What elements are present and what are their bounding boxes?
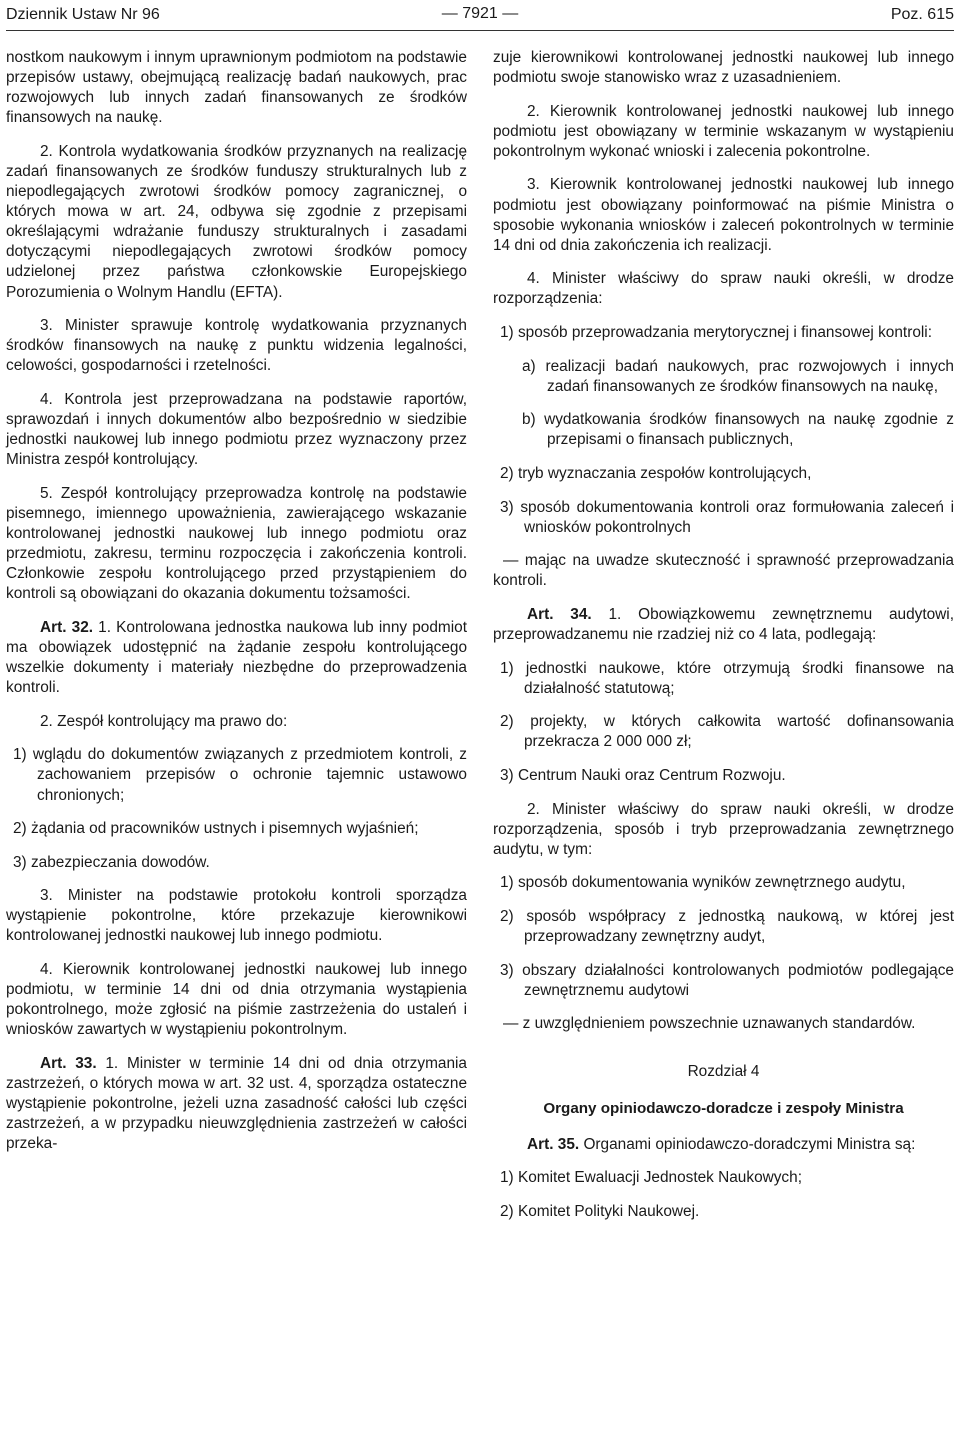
list-item: 3) obszary działalności kontrolowanych podmiotów podlegające zewnętrznemu audytowi: [500, 961, 954, 999]
right-column: [493, 48, 954, 1235]
list-item: 3) zabezpieczania dowodów.: [13, 853, 210, 871]
article-label: Art. 33.: [40, 1054, 97, 1072]
paragraph: 2. Kierownik kontrolowanej jednostki naukowej lub innego podmiotu jest obowiązany w terminie wskazanym w wystąpieniu pokontrolnym wykonać wnioski i zalecenia pokontrolne.: [493, 102, 954, 160]
list-item: 2) tryb wyznaczania zespołów kontrolujących,: [500, 465, 812, 482]
dash-clause: — z uwzględnieniem powszechnie uznawanych standardów.: [503, 1015, 916, 1033]
article-32: [6, 618, 467, 698]
paragraph: 4. Minister właściwy do spraw nauki określi, w drodze rozporządzenia:: [493, 270, 954, 308]
article-33: [6, 1054, 467, 1154]
list-item: 1) sposób dokumentowania wyników zewnętrznego audytu,: [500, 874, 906, 892]
paragraph: 3. Kierownik kontrolowanej jednostki naukowej lub innego podmiotu jest obowiązany poinformować na piśmie Ministra o sposobie wykonania wniosków i zaleceń pokontrolnych w terminie 14 dni od dnia zakończenia ich realizacji.: [493, 176, 954, 254]
paragraph: 5. Zespół kontrolujący przeprowadza kontrolę na podstawie pisemnego, imiennego upoważnienia, zawierającego wskazanie kontrolowanej jednostki naukowej lub innego podmiotu oraz przedmiotu, zakresu, terminu rozpoczęcia i zakończenia kontroli. Członkowie zespołu kontrolującego przed przystąpieniem do kontroli są obowiązani do okazania dokumentu tożsamości.: [6, 484, 467, 603]
paragraph: zuje kierownikowi kontrolowanej jednostki naukowej lub innego podmiotu swoje stanowisko wraz z uzasadnieniem.: [493, 49, 954, 87]
page-number: — 7921 —: [441, 5, 519, 22]
article-label: Art. 32.: [40, 618, 94, 636]
paragraph: 3. Minister sprawuje kontrolę wydatkowania przyznanych środków finansowych na naukę z punktu widzenia legalności, celowości, gospodarności i rzetelności.: [6, 317, 467, 375]
paragraph: 2. Kontrola wydatkowania środków przyznanych na realizację zadań finansowanych ze środków funduszy strukturalnych lub z niepodlegających zwrotowi środków pomocy zagranicznej, o których mowa w art. 24, odbywa się zgodnie z przepisami określającymi wdrażanie funduszy strukturalnych i zasadami dotyczącymi niepodlegających zwrotowi środków pomocy udzielonej przez państwa członkowskie Europejskiego Porozumienia o Wolnym Handlu (EFTA).: [6, 142, 467, 301]
article-label: Art. 35.: [527, 1135, 580, 1153]
position-number: Poz. 615: [890, 6, 954, 23]
list-item: 3) sposób dokumentowania kontroli oraz formułowania zaleceń i wniosków pokontrolnych: [500, 498, 954, 536]
paragraph: 2. Zespół kontrolujący ma prawo do:: [40, 712, 288, 730]
list-item: 1) jednostki naukowe, które otrzymują środki finansowe na działalność statutową;: [500, 659, 954, 697]
article-text: Organami opiniodawczo-doradczymi Ministra są:: [579, 1135, 916, 1153]
list-subitem: a) realizacji badań naukowych, prac rozwojowych i innych zadań finansowanych ze środków finansowych na naukę,: [522, 357, 954, 395]
article-34: [493, 605, 954, 645]
list-item: 2) sposób współpracy z jednostką naukową, w której jest przeprowadzany zewnętrzny audyt,: [500, 908, 954, 946]
article-text: 1. Obowiązkowemu zewnętrznemu audytowi, przeprowadzanemu nie rzadziej niż co 4 lata, podlegają:: [493, 605, 954, 644]
paragraph: nostkom naukowym i innym uprawnionym podmiotom na podstawie przepisów ustawy, obejmującą realizację badań naukowych, prac rozwojowych lub innych zadań finansowanych ze środków finansowych na naukę.: [6, 49, 467, 127]
journal-title: Dziennik Ustaw Nr 96: [6, 6, 160, 23]
article-label: Art. 34.: [527, 605, 592, 623]
list-subitem: b) wydatkowania środków finansowych na naukę zgodnie z przepisami o finansach publicznych,: [522, 411, 954, 449]
list-item: 1) wglądu do dokumentów związanych z przedmiotem kontroli, z zachowaniem przepisów o ochronie tajemnic ustawowo chronionych;: [13, 746, 467, 804]
page-header: [6, 0, 954, 31]
article-text: 1. Kontrolowana jednostka naukowa lub inny podmiot ma obowiązek udostępnić na żądanie zespołu kontrolującego wszelkie dokumenty i materiały niezbędne do przeprowadzenia kontroli.: [6, 618, 467, 697]
list-item: 3) Centrum Nauki oraz Centrum Rozwoju.: [500, 767, 786, 785]
list-item: 2) żądania od pracowników ustnych i pisemnych wyjaśnień;: [13, 820, 419, 838]
list-item: 2) Komitet Polityki Naukowej.: [500, 1202, 700, 1220]
list-item: 1) Komitet Ewaluacji Jednostek Naukowych;: [500, 1169, 802, 1187]
paragraph: 4. Kierownik kontrolowanej jednostki naukowej lub innego podmiotu, w terminie 14 dni od dnia otrzymania wystąpienia pokontrolnego, może zgłosić na piśmie zastrzeżenia do ustaleń i wniosków zawartych w wystąpieniu pokontrolnym.: [6, 961, 467, 1039]
list-item: 2) projekty, w których całkowita wartość dofinansowania przekracza 2 000 000 zł;: [500, 713, 954, 751]
chapter-heading: Rozdział 4: [687, 1063, 760, 1081]
paragraph: 3. Minister na podstawie protokołu kontroli sporządza wystąpienie pokontrolne, które przekazuje kierownikowi kontrolowanej jednostki naukowej lub innego podmiotu.: [6, 887, 467, 945]
paragraph: 4. Kontrola jest przeprowadzana na podstawie raportów, sprawozdań i innych dokumentów albo bezpośrednio w siedzibie jednostki naukowej lub innego podmiotu przez wyznaczony przez Ministra zespół kontrolujący.: [6, 390, 467, 469]
article-text: 1. Minister w terminie 14 dni od dnia otrzymania zastrzeżeń, o których mowa w art. 32 ust. 4, sporządza ostateczne wystąpienie pokontrolne, jeżeli uzna zasadność całości lub części zastrzeżeń, a w przypadku nieuwzględnienia zastrzeżeń w całości przeka-: [6, 1054, 467, 1153]
dash-clause: — mając na uwadze skuteczność i sprawność przeprowadzania kontroli.: [493, 552, 954, 590]
list-item: 1) sposób przeprowadzania merytorycznej i finansowej kontroli:: [500, 324, 932, 342]
chapter-title: Organy opiniodawczo-doradcze i zespoły Ministra: [543, 1099, 904, 1117]
paragraph: 2. Minister właściwy do spraw nauki określi, w drodze rozporządzenia, sposób i tryb przeprowadzania zewnętrznego audytu, w tym:: [493, 800, 954, 858]
article-35: [493, 1135, 954, 1155]
left-column: [6, 48, 467, 1168]
